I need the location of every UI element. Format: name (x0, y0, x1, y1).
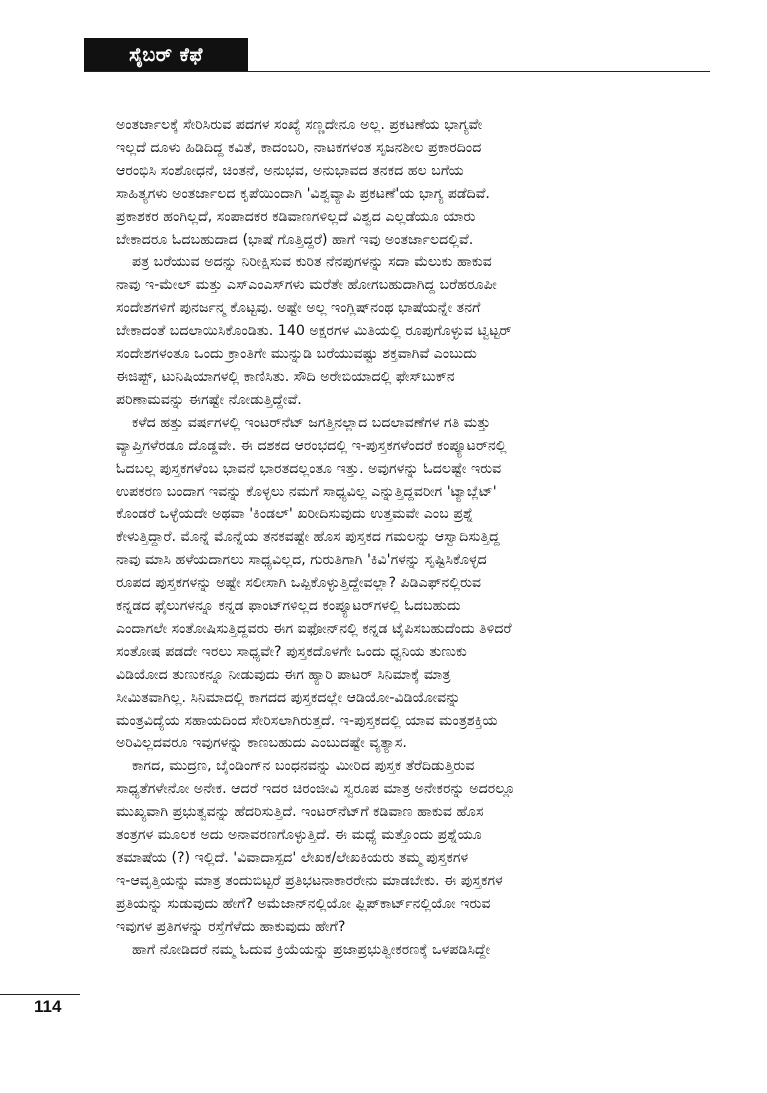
section-title: ಸೈಬರ್ ಕೆಫೆ (129, 44, 203, 66)
text-line: ವಿಡಿಯೋದ ತುಣುಕನ್ನೂ ನೀಡುವುದು ಈಗ ಹ್ಯಾರಿ ಪಾಟರ್ ಸಿನಿಮಾಕ್ಕೆ ಮಾತ್ರ (116, 666, 451, 683)
text-line: ಪ್ರಕಾಶಕರ ಹಂಗಿಲ್ಲದೆ, ಸಂಪಾದಕರ ಕಡಿವಾಣಗಳಿಲ್ಲದೆ ವಿಶ್ವದ ಎಲ್ಲಡೆಯೂ ಯಾರು (116, 208, 476, 225)
text-line: ಸಂದೇಶಗಳಿಗೆ ಪುನರ್ಜನ್ಮ ಕೊಟ್ಟವು. ಅಷ್ಟೇ ಅಲ್ಲ ಇಂಗ್ಲಿಷ್‌ನಂಥ ಭಾಷೆಯನ್ನೇ ತನಗೆ (116, 300, 481, 317)
paragraph (116, 755, 640, 938)
text-line: ಈಜಿಪ್ಟ್, ಟುನಿಷಿಯಾಗಳಲ್ಲಿ ಕಾಣಿಸಿತು. ಸೌದಿ ಅರೇಬಿಯಾದಲ್ಲಿ ಫೇಸ್‌ಬುಕ್‌ನ (116, 368, 455, 385)
text-line: ನಾವು ಇ-ಮೇಲ್ ಮತ್ತು ಎಸ್‌ಎಂಎಸ್‌ಗಳು ಮರೆತೇ ಹೋಗಬಹುದಾಗಿದ್ದ ಬರೆಹರೂಪೀ (116, 277, 497, 294)
text-line: ಅಂತರ್ಜಾಲಕ್ಕೆ ಸೇರಿಸಿರುವ ಪದಗಳ ಸಂಖ್ಯೆ ಸಣ್ಣದೇನೂ ಅಲ್ಲ. ಪ್ರಕಟಣೆಯ ಭಾಗ್ಯವೇ (116, 117, 483, 133)
text-line: ಸೀಮಿತವಾಗಿಲ್ಲ. ಸಿನಿಮಾದಲ್ಲಿ ಕಾಗದದ ಪುಸ್ತಕದಲ್ಲೇ ಆಡಿಯೋ-ವಿಡಿಯೋವನ್ನು (116, 689, 461, 706)
text-line: ಇಲ್ಲದೆ ದೂಳು ಹಿಡಿದಿದ್ದ ಕವಿತೆ, ಕಾದಂಬರಿ, ನಾಟಕಗಳಂತ ಸೃಜನಶೀಲ ಪ್ರಕಾರದಿಂದ (116, 139, 482, 156)
text-line: ಸಾಧ್ಯತೆಗಳೇನೋ ಅನೇಕ. ಆದರೆ ಇದರ ಚಿರಂಜೀವಿ ಸ್ವರೂಪ ಮಾತ್ರ ಅನೇಕರನ್ನು ಅದರಲ್ಲೂ (116, 781, 516, 798)
text-line: ಇ-ಆವೃತ್ತಿಯನ್ನು ಮಾತ್ರ ತಂದುಬಿಟ್ಟರೆ ಪ್ರತಿಭಟನಾಕಾರರೇನು ಮಾಡಬೇಕು. ಈ ಪುಸ್ತಕಗಳ (116, 872, 503, 889)
text-line: ಪ್ರತಿಯನ್ನು ಸುಡುವುದು ಹೇಗೆ? ಅಮೆಜಾನ್‌ನಲ್ಲಿಯೋ ಫ್ಲಿಪ್‌ಕಾರ್ಟ್‌ನಲ್ಲಿಯೋ ಇರುವ (116, 895, 491, 912)
article-body (116, 114, 640, 962)
text-line: ಬೇಕಾದಂತೆ ಬದಲಾಯಿಸಿಕೊಂಡಿತು. 140 ಅಕ್ಷರಗಳ ಮಿತಿಯಲ್ಲಿ ರೂಪುಗೊಳ್ಳುವ ಟ್ವಿಟ್ಟರ್ (116, 323, 512, 340)
text-line: ಎಂದಾಗಲೇ ಸಂತೋಷಿಸುತ್ತಿದ್ದವರು ಈಗ ಐಫೋನ್‌ನಲ್ಲಿ ಕನ್ನಡ ಟೈಪಿಸಬಹುದೆಂದು ತಿಳಿದರೆ (116, 620, 512, 637)
text-line: ಸಂದೇಶಗಳಂತೂ ಒಂದು ಕ್ರಾಂತಿಗೇ ಮುನ್ನುಡಿ ಬರೆಯುವಷ್ಟು ಶಕ್ತವಾಗಿವೆ ಎಂಬುದು (116, 346, 477, 363)
text-line: ರೂಪದ ಪುಸ್ತಕಗಳನ್ನು ಅಷ್ಟೇ ಸಲೀಸಾಗಿ ಒಪ್ಪಿಕೊಳ್ಳುತ್ತಿದ್ದೇವಲ್ಲಾ? ಪಿಡಿಎಫ್‌ನಲ್ಲಿರುವ (116, 575, 482, 592)
paragraph (116, 939, 640, 962)
text-line: ಹಾಗೆ ನೋಡಿದರೆ ನಮ್ಮ ಓದುವ ಕ್ರಿಯೆಯನ್ನು ಪ್ರಜಾಪ್ರಭುತ್ವೀಕರಣಕ್ಕೆ ಒಳಪಡಿಸಿದ್ದೇ (132, 941, 491, 958)
text-line: ಕೇಳುತ್ತಿದ್ದಾರೆ. ಮೊನ್ನೆ ಮೊನ್ನೆಯ ತನಕವಷ್ಟೇ ಹೊಸ ಪುಸ್ತಕದ ಗಮಲನ್ನು ಆಸ್ವಾದಿಸುತ್ತಿದ್ದ (116, 529, 500, 546)
text-line: ಮುಖ್ಯವಾಗಿ ಪ್ರಭುತ್ವವನ್ನು ಹೆದರಿಸುತ್ತಿದೆ. ಇಂಟರ್‌ನೆಟ್‌ಗೆ ಕಡಿವಾಣ ಹಾಕುವ ಹೊಸ (116, 804, 484, 821)
text-line: ತಮಾಷೆಯ (?) ಇಲ್ಲಿದೆ. 'ವಿವಾದಾಸ್ಪದ' ಲೇಖಕ/ಲೇಖಕಿಯರು ತಮ್ಮ ಪುಸ್ತಕಗಳ (116, 850, 469, 866)
paragraph (116, 251, 640, 411)
text-line: ಆರಂಭಿಸಿ ಸಂಶೋಧನೆ, ಚಿಂತನೆ, ಅನುಭವ, ಅನುಭಾವದ ತನಕದ ಹಲ ಬಗೆಯ (116, 162, 464, 179)
text-line: ಕಾಗದ, ಮುದ್ರಣ, ಬೈಂಡಿಂಗ್‌ನ ಬಂಧನವನ್ನು ಮೀರಿದ ಪುಸ್ತಕ ತೆರೆದಿಡುತ್ತಿರುವ (132, 758, 475, 775)
text-line: ಉಪಕರಣ ಬಂದಾಗ ಇವನ್ನು ಕೊಳ್ಳಲು ನಮಗೆ ಸಾಧ್ಯವಿಲ್ಲ ಎನ್ನುತ್ತಿದ್ದವರೀಗ 'ಟ್ಯಾಬ್ಲೆಟ್' (116, 483, 497, 500)
text-line: ಕೊಂಡರೆ ಒಳ್ಳೆಯದೇ ಅಥವಾ 'ಕಿಂಡಲ್' ಖರೀದಿಸುವುದು ಉತ್ತಮವೇ ಎಂಬ ಪ್ರಶ್ನೆ (116, 506, 474, 523)
text-line: ಕನ್ನಡದ ಫೈಲುಗಳನ್ನೂ ಕನ್ನಡ ಫಾಂಟ್‌ಗಳಿಲ್ಲದ ಕಂಪ್ಯೂಟರ್‌ಗಳಲ್ಲಿ ಓದಬಹುದು (116, 598, 461, 615)
text-line: ಓದಬಲ್ಲ ಪುಸ್ತಕಗಳೆಂಬ ಭಾವನೆ ಭಾರತದಲ್ಲಂತೂ ಇತ್ತು. ಅವುಗಳನ್ನು ಓದಲಷ್ಟೇ ಇರುವ (116, 460, 502, 477)
header-divider (84, 71, 710, 72)
page-number: 114 (34, 997, 62, 1016)
text-line: ಮಂತ್ರವಿದ್ಯೆಯ ಸಹಾಯದಿಂದ ಸೇರಿಸಲಾಗಿರುತ್ತದೆ. ಇ-ಪುಸ್ತಕದಲ್ಲಿ ಯಾವ ಮಂತ್ರಶಕ್ತಿಯ (116, 712, 498, 729)
text-line: ಬೇಕಾದರೂ ಓದಬಹುದಾದ (ಭಾಷೆ ಗೊತ್ತಿದ್ದರೆ) ಹಾಗೆ ಇವು ಅಂತರ್ಜಾಲದಲ್ಲಿವೆ. (116, 231, 474, 248)
footer-divider (0, 994, 80, 995)
paragraph (116, 114, 640, 251)
text-line: ಪರಿಣಾಮವನ್ನು ಈಗಷ್ಟೇ ನೋಡುತ್ತಿದ್ದೇವೆ. (116, 391, 302, 408)
text-line: ನಾವು ಮಾಸಿ ಹಳೆಯದಾಗಲು ಸಾಧ್ಯವಿಲ್ಲದ, ಗುರುತಿಗಾಗಿ 'ಕಿವಿ'ಗಳನ್ನು ಸೃಷ್ಟಿಸಿಕೊಳ್ಳದ (116, 552, 487, 569)
text-line: ವ್ಯಾಪ್ತಿಗಳೆರಡೂ ದೊಡ್ಡವೇ. ಈ ದಶಕದ ಆರಂಭದಲ್ಲಿ ಇ-ಪುಸ್ತಕಗಳೆಂದರೆ ಕಂಪ್ಯೂಟರ್‌ನಲ್ಲಿ (116, 437, 507, 454)
section-title-banner (84, 38, 248, 72)
text-line: ಸಾಹಿತ್ಯಗಳು ಅಂತರ್ಜಾಲದ ಕೃಪೆಯಿಂದಾಗಿ 'ವಿಶ್ವವ್ಯಾಪಿ ಪ್ರಕಟಣೆ'ಯ ಭಾಗ್ಯ ಪಡೆದಿವೆ. (116, 185, 490, 202)
text-line: ಕಳೆದ ಹತ್ತು ವರ್ಷಗಳಲ್ಲಿ ಇಂಟರ್‌ನೆಟ್ ಜಗತ್ತಿನಲ್ಲಾದ ಬದಲಾವಣೆಗಳ ಗತಿ ಮತ್ತು (132, 414, 491, 431)
text-line: ಪತ್ರ ಬರೆಯುವ ಅದನ್ನು ನಿರೀಕ್ಷಿಸುವ ಕುರಿತ ನೆನಪುಗಳನ್ನು ಸದಾ ಮೆಲುಕು ಹಾಕುವ (132, 254, 492, 271)
text-line: ಇವುಗಳ ಪ್ರತಿಗಳನ್ನು ರಸ್ತೆಗೆಳೆದು ಹಾಕುವುದು ಹೇಗೆ? (116, 918, 346, 935)
text-line: ಅರಿವಿಲ್ಲದವರೂ ಇವುಗಳನ್ನು ಕಾಣಬಹುದು ಎಂಬುದಷ್ಟೇ ವ್ಯತ್ಯಾಸ. (116, 735, 407, 752)
text-line: ತಂತ್ರಗಳ ಮೂಲಕ ಅದು ಅನಾವರಣಗೊಳ್ಳುತ್ತಿದೆ. ಈ ಮಧ್ಯೆ ಮತ್ತೊಂದು ಪ್ರಶ್ನೆಯೂ (116, 827, 482, 844)
paragraph (116, 412, 640, 756)
text-line: ಸಂತೋಷ ಪಡದೇ ಇರಲು ಸಾಧ್ಯವೇ? ಪುಸ್ತಕದೊಳಗೇ ಒಂದು ಧ್ವನಿಯ ತುಣುಕು (116, 643, 467, 660)
